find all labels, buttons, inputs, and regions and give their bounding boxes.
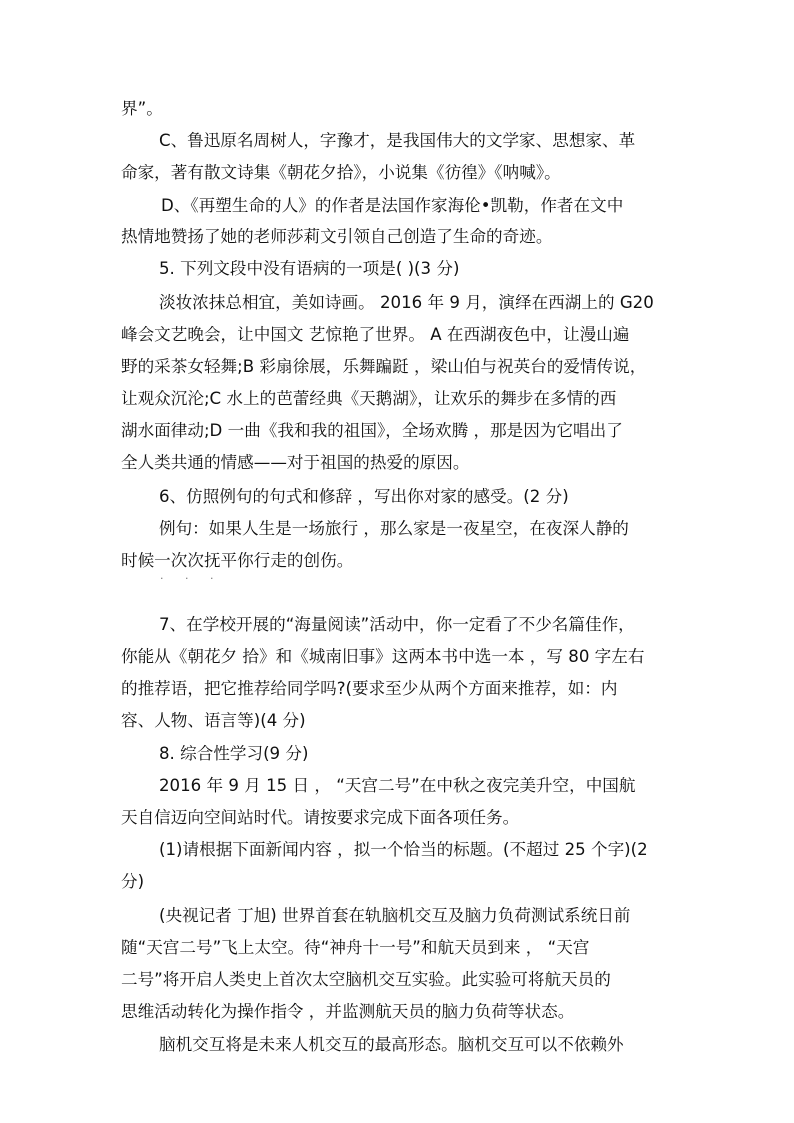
text-line: 分) (121, 872, 145, 891)
text-line: 湖水面律动;D 一曲《我和我的祖国》，全场欢腾 ，那是因为它唱出了 (121, 421, 623, 440)
text-line: 脑机交互将是未来人机交互的最高形态。脑机交互可以不依赖外 (159, 1035, 624, 1054)
text-line: 时候一次次抚平你行走的创伤。 (121, 551, 354, 570)
text-line: 野的采茶女轻舞;B 彩扇徐展，乐舞蹁跹 ，梁山伯与祝英台的爱情传说， (121, 357, 647, 376)
answer-marks: · · · (160, 572, 223, 585)
text-line: 全人类共通的情感——对于祖国的热爱的原因。 (121, 453, 470, 472)
text-line: 淡妆浓抹总相宜，美如诗画。 2016 年 9 月，演绎在西湖上的 G20 (159, 293, 654, 312)
text-line: C、鲁迅原名周树人，字豫才，是我国伟大的文学家、思想家、革 (159, 131, 636, 150)
text-line: 让观众沉沦;C 水上的芭蕾经典《天鹅湖》，让欢乐的舞步在多情的西 (121, 389, 617, 408)
text-line: 例句：如果人生是一场旅行 ，那么家是一夜星空，在夜深人静的 (159, 519, 629, 538)
text-line: D、《再塑生命的人》的作者是法国作家海伦•凯勒，作者在文中 (161, 196, 624, 215)
text-line: 峰会文艺晚会，让中国文 艺惊艳了世界。 A 在西湖夜色中，让漫山遍 (121, 325, 630, 344)
text-line: 的推荐语，把它推荐给同学吗?(要求至少从两个方面来推荐，如：内 (121, 679, 618, 698)
text-line: (1)请根据下面新闻内容 ，拟一个恰当的标题。(不超过 25 个字)(2 (159, 840, 648, 859)
question-heading: 6、仿照例句的句式和修辞 ，写出你对家的感受。(2 分) (159, 487, 569, 506)
text-line: (央视记者 丁旭) 世界首套在轨脑机交互及脑力负荷测试系统日前 (159, 906, 631, 925)
text-line: 界”。 (121, 99, 163, 118)
question-heading: 8. 综合性学习(9 分) (159, 744, 309, 763)
text-line: 热情地赞扬了她的老师莎莉文引领自己创造了生命的奇迹。 (121, 227, 553, 246)
text-line: 随“天宫二号”飞上太空。待“神舟十一号”和航天员到来 ， “天宫 (121, 938, 590, 957)
question-heading: 7、在学校开展的“海量阅读”活动中，你一定看了不少名篇佳作， (159, 615, 635, 634)
text-line: 思维活动转化为操作指令 ，并监测航天员的脑力负荷等状态。 (121, 1002, 575, 1021)
text-line: 二号”将开启人类史上首次太空脑机交互实验。此实验可将航天员的 (121, 970, 611, 989)
text-line: 你能从《朝花夕 拾》和《城南旧事》这两本书中选一本 ，写 80 字左右 (121, 647, 645, 666)
text-line: 2016 年 9 月 15 日 ， “天宫二号”在中秋之夜完美升空，中国航 (159, 776, 636, 795)
question-heading: 5. 下列文段中没有语病的一项是( )(3 分) (159, 259, 460, 278)
text-line: 命家，著有散文诗集《朝花夕拾》，小说集《彷徨》《呐喊》。 (121, 163, 561, 182)
text-line: 天自信迈向空间站时代。请按要求完成下面各项任务。 (121, 808, 520, 827)
text-line: 容、人物、语言等)(4 分) (121, 711, 306, 730)
